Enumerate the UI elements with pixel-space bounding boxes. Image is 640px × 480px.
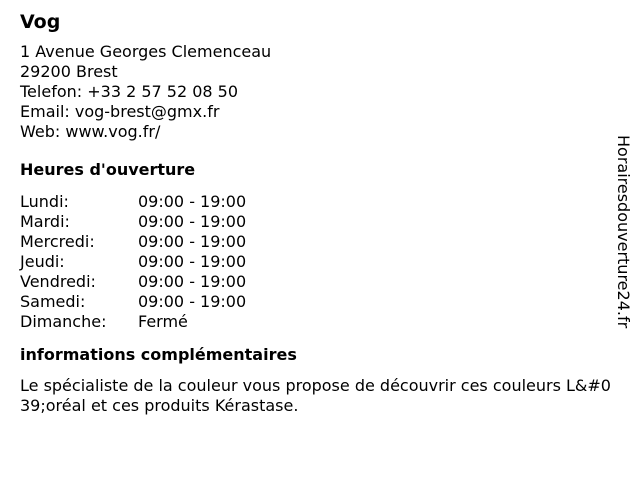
hours-row	[20, 212, 246, 232]
hours-row	[20, 292, 246, 312]
day-time: 09:00 - 19:00	[138, 292, 247, 311]
day-time: 09:00 - 19:00	[138, 232, 247, 251]
day-label: Dimanche:	[20, 312, 107, 331]
hours-row	[20, 272, 246, 292]
day-label: Vendredi:	[20, 272, 96, 291]
address-line1: 1 Avenue Georges Clemenceau	[20, 42, 272, 61]
day-time: 09:00 - 19:00	[138, 192, 247, 211]
hours-row	[20, 232, 246, 252]
email-line: Email: vog-brest@gmx.fr	[20, 102, 220, 121]
hours-title: Heures d'ouverture	[20, 160, 196, 179]
info-description: Le spécialiste de la couleur vous propose de découvrir ces couleurs L&#039;oréal et ces produits Kérastase.	[20, 376, 611, 415]
watermark-text: Horairesdouverture24.fr	[614, 135, 633, 329]
watermark	[612, 135, 634, 375]
day-time: 09:00 - 19:00	[138, 252, 247, 271]
phone-line: Telefon: +33 2 57 52 08 50	[20, 82, 239, 101]
hours-table	[20, 192, 246, 332]
day-time: Fermé	[138, 312, 188, 331]
day-time: 09:00 - 19:00	[138, 272, 247, 291]
day-label: Mercredi:	[20, 232, 95, 251]
info-title: informations complémentaires	[20, 345, 297, 364]
day-label: Lundi:	[20, 192, 69, 211]
day-label: Mardi:	[20, 212, 70, 231]
day-label: Jeudi:	[20, 252, 65, 271]
business-card	[20, 8, 610, 416]
business-name: Vog	[20, 11, 61, 33]
hours-row	[20, 312, 246, 332]
hours-row	[20, 192, 246, 212]
day-time: 09:00 - 19:00	[138, 212, 247, 231]
hours-row	[20, 252, 246, 272]
web-line: Web: www.vog.fr/	[20, 122, 161, 141]
day-label: Samedi:	[20, 292, 86, 311]
address-line2: 29200 Brest	[20, 62, 118, 81]
